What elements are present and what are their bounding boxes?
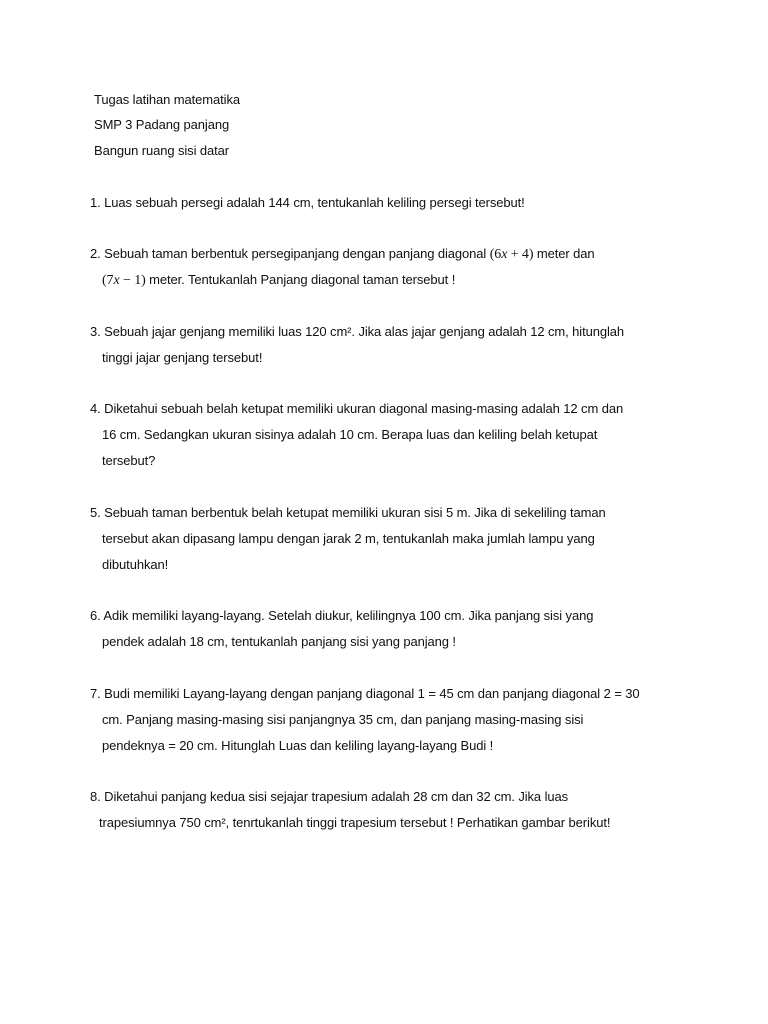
question-8-line-2: trapesiumnya 750 cm², tenrtukanlah tinggi trapesium tersebut ! Perhatikan gambar berikut! (99, 815, 611, 830)
question-5-line-2: tersebut akan dipasang lampu dengan jarak 2 m, tentukanlah maka jumlah lampu yang (102, 531, 595, 546)
question-8-line-1: 8. Diketahui panjang kedua sisi sejajar trapesium adalah 28 cm dan 32 cm. Jika luas (90, 789, 569, 804)
header-title: Tugas latihan matematika (94, 92, 240, 107)
expr2-variable: x (113, 273, 120, 288)
question-4-line-2: 16 cm. Sedangkan ukuran sisinya adalah 10 cm. Berapa luas dan keliling belah ketupat (102, 427, 598, 442)
question-3-line-1: 3. Sebuah jajar genjang memiliki luas 120 cm². Jika alas jajar genjang adalah 12 cm, hitunglah (90, 324, 625, 339)
header-school: SMP 3 Padang panjang (94, 117, 230, 132)
question-3-line-2: tinggi jajar genjang tersebut! (102, 350, 263, 365)
header-topic: Bangun ruang sisi datar (94, 143, 230, 158)
question-7-line-1: 7. Budi memiliki Layang-layang dengan panjang diagonal 1 = 45 cm dan panjang diagonal 2 = 30 (90, 686, 640, 701)
question-2-expression-2 (102, 273, 146, 288)
question-2-text-line-2: meter. Tentukanlah Panjang diagonal taman tersebut ! (145, 272, 456, 287)
question-2-text-post: meter dan (533, 246, 595, 261)
expr2-close: − 1) (119, 273, 146, 288)
question-7-line-2: cm. Panjang masing-masing sisi panjangnya 35 cm, dan panjang masing-masing sisi (102, 712, 584, 727)
question-2-line-2 (102, 272, 455, 289)
question-6-line-1: 6. Adik memiliki layang-layang. Setelah diukur, kelilingnya 100 cm. Jika panjang sisi yang (90, 608, 594, 623)
question-4-line-3: tersebut? (102, 453, 156, 468)
question-6-line-2: pendek adalah 18 cm, tentukanlah panjang sisi yang panjang ! (102, 634, 456, 649)
question-1-line-1: 1. Luas sebuah persegi adalah 144 cm, tentukanlah keliling persegi tersebut! (90, 195, 525, 210)
question-2-line-1 (90, 246, 595, 263)
question-2-text-pre: 2. Sebuah taman berbentuk persegipanjang dengan panjang diagonal (90, 246, 490, 261)
question-5-line-3: dibutuhkan! (102, 557, 169, 572)
question-4-line-1: 4. Diketahui sebuah belah ketupat memiliki ukuran diagonal masing-masing adalah 12 cm dan (90, 401, 624, 416)
question-5-line-1: 5. Sebuah taman berbentuk belah ketupat memiliki ukuran sisi 5 m. Jika di sekeliling taman (90, 505, 606, 520)
expr1-close: + 4) (507, 247, 534, 262)
expr1-open: (6 (489, 247, 502, 262)
question-7-line-3: pendeknya = 20 cm. Hitunglah Luas dan keliling layang-layang Budi ! (102, 738, 494, 753)
expr2-open: (7 (102, 273, 114, 288)
question-2-expression-1 (490, 247, 534, 262)
expr1-variable: x (501, 247, 508, 262)
